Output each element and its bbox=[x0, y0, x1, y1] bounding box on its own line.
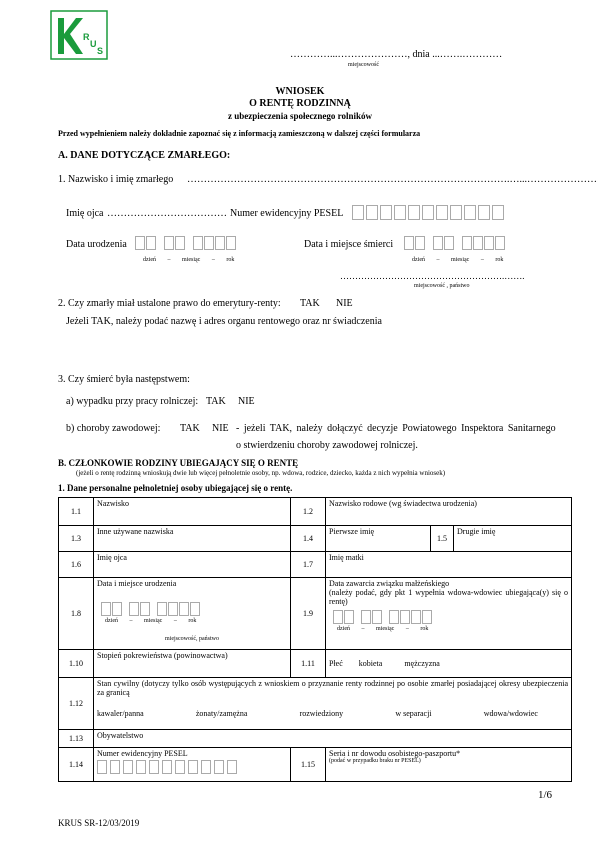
applicant-pesel-label: Numer ewidencyjny PESEL bbox=[97, 749, 188, 758]
q3b-note-2: o stwierdzeniu choroby zawodowej rolniczej. bbox=[236, 440, 418, 451]
civil-status-divorced[interactable]: rozwiedziony bbox=[299, 709, 344, 718]
q2-label: 2. Czy zmarły miał ustalone prawo do emerytury-renty: bbox=[58, 298, 281, 309]
marriage-note: (należy podać, gdy pkt 1 wypełnia wdowa-wdowiec ubiegająca(y) się o rentę) bbox=[329, 588, 568, 606]
father-name-cell-label: Imię ojca bbox=[97, 553, 127, 562]
family-name-cell[interactable] bbox=[326, 498, 572, 526]
q3a-yes-option[interactable]: TAK bbox=[206, 396, 226, 407]
row-number: 1.13 bbox=[59, 730, 94, 748]
id-document-note: (podać w przypadku braku nr PESEL) bbox=[329, 758, 421, 764]
row-number: 1.11 bbox=[291, 650, 326, 678]
birth-place-cell[interactable] bbox=[94, 578, 291, 650]
other-names-cell[interactable] bbox=[94, 526, 291, 552]
death-date-caption: dzień – miesiąc – rok bbox=[412, 257, 504, 263]
family-name-label: Nazwisko rodowe (wg świadectwa urodzenia) bbox=[329, 499, 477, 508]
section-b-subheading: (jeżeli o rentę rodzinną wnioskują dwie lub więcej pełnoletnie osoby, np. wdowa, rodzice, dziecko, każda z nich wypełnia wniosek) bbox=[76, 469, 446, 477]
svg-text:R: R bbox=[83, 32, 90, 42]
q3b-label: b) choroby zawodowej: bbox=[66, 423, 161, 434]
citizenship-cell[interactable] bbox=[94, 730, 572, 748]
row-number: 1.15 bbox=[291, 748, 326, 782]
form-subtitle: z ubezpieczenia społecznego rolników bbox=[227, 111, 373, 121]
form-code: KRUS SR-12/03/2019 bbox=[58, 818, 140, 828]
applicant-place-caption: miejscowość, państwo bbox=[165, 636, 219, 642]
second-name-cell[interactable] bbox=[454, 526, 572, 552]
pesel-label: Numer ewidencyjny PESEL bbox=[230, 208, 344, 219]
marriage-date-boxes[interactable] bbox=[333, 610, 568, 624]
father-name-cell[interactable] bbox=[94, 552, 291, 578]
form-title: WNIOSEK bbox=[275, 86, 325, 97]
q2-no-option[interactable]: NIE bbox=[336, 298, 353, 309]
applicant-data-table bbox=[58, 497, 572, 782]
section-a-heading: A. DANE DOTYCZĄCE ZMARŁEGO: bbox=[58, 150, 231, 161]
row-number: 1.3 bbox=[59, 526, 94, 552]
civil-status-label: Stan cywilny (dotyczy tylko osób występujących z wnioskiem o przyznanie renty rodzinnej po osobie zmarłej posiadającej okresy ubezpieczenia za granicą bbox=[97, 679, 568, 697]
birth-date-label: Data urodzenia bbox=[66, 239, 127, 250]
citizenship-label: Obywatelstwo bbox=[97, 731, 144, 740]
sex-label: Płeć bbox=[329, 659, 343, 668]
place-caption: miejscowość bbox=[348, 62, 379, 68]
birth-place-label: Data i miejsce urodzenia bbox=[97, 579, 177, 588]
relation-label: Stopień pokrewieństwa (powinowactwa) bbox=[97, 651, 228, 660]
id-document-cell[interactable] bbox=[326, 748, 572, 782]
krus-logo bbox=[50, 10, 108, 60]
row-number: 1.4 bbox=[291, 526, 326, 552]
q3-label: 3. Czy śmierć była następstwem: bbox=[58, 374, 190, 385]
second-name-label: Drugie imię bbox=[457, 527, 496, 536]
q3b-no-option[interactable]: NIE bbox=[212, 423, 229, 434]
death-date-label: Data i miejsce śmierci bbox=[304, 239, 394, 250]
page-number: 1/6 bbox=[538, 789, 553, 801]
pesel-boxes[interactable] bbox=[352, 205, 504, 220]
section-b-heading: B. CZŁONKOWIE RODZINY UBIEGAJĄCY SIĘ O RENTĘ bbox=[58, 458, 299, 468]
first-name-label: Pierwsze imię bbox=[329, 527, 375, 536]
birth-date-caption: dzień – miesiąc – rok bbox=[143, 257, 235, 263]
applicant-pesel-cell bbox=[94, 748, 291, 782]
civil-status-cell bbox=[94, 678, 572, 730]
q2-yes-option[interactable]: TAK bbox=[300, 298, 320, 309]
surname-cell[interactable] bbox=[94, 498, 291, 526]
mother-name-cell[interactable] bbox=[326, 552, 572, 578]
row-number: 1.2 bbox=[291, 498, 326, 526]
death-date-boxes[interactable] bbox=[404, 236, 505, 250]
death-place-field[interactable]: ……………………………………………….……. bbox=[340, 271, 525, 281]
place-date-line[interactable]: …………...…………………, dnia ...…….………… bbox=[290, 49, 503, 60]
civil-status-separated[interactable]: w separacji bbox=[395, 709, 432, 718]
row-number: 1.7 bbox=[291, 552, 326, 578]
birth-date-boxes[interactable] bbox=[135, 236, 236, 250]
row-number: 1.9 bbox=[291, 578, 326, 650]
other-names-label: Inne używane nazwiska bbox=[97, 527, 174, 536]
father-name-field[interactable]: ……………………………… bbox=[107, 208, 227, 219]
sex-female-option[interactable]: kobieta bbox=[358, 659, 383, 668]
id-document-label: Seria i nr dowodu osobistego-paszportu* bbox=[329, 749, 461, 758]
applicant-birth-boxes[interactable] bbox=[101, 602, 287, 616]
svg-text:U: U bbox=[90, 39, 97, 49]
q3b-yes-option[interactable]: TAK bbox=[180, 423, 200, 434]
mother-name-label: Imię matki bbox=[329, 553, 364, 562]
relation-cell[interactable] bbox=[94, 650, 291, 678]
q3a-no-option[interactable]: NIE bbox=[238, 396, 255, 407]
row-number: 1.5 bbox=[431, 526, 454, 552]
part1-heading: 1. Dane personalne pełnoletniej osoby ubiegającej się o rentę. bbox=[58, 483, 293, 493]
death-place-caption: miejscowość , państwo bbox=[414, 283, 470, 289]
row-number: 1.12 bbox=[59, 678, 94, 730]
civil-status-widowed[interactable]: wdowa/wdowiec bbox=[483, 709, 538, 718]
sex-male-option[interactable]: mężczyzna bbox=[404, 659, 440, 668]
sex-cell bbox=[326, 650, 572, 678]
marriage-date-cell[interactable] bbox=[326, 578, 572, 650]
civil-status-married[interactable]: żonaty/zamężna bbox=[195, 709, 248, 718]
surname-label: Nazwisko bbox=[97, 499, 129, 508]
form-title-2: O RENTĘ RODZINNĄ bbox=[249, 98, 351, 109]
marriage-date-caption: dzień – miesiąc – rok bbox=[337, 626, 429, 632]
first-name-cell[interactable] bbox=[326, 526, 431, 552]
row-number: 1.6 bbox=[59, 552, 94, 578]
deceased-name-field[interactable]: …………………………………………………………………………………….…...………………… bbox=[187, 174, 597, 185]
applicant-pesel-boxes[interactable] bbox=[97, 760, 287, 774]
row-number: 1.1 bbox=[59, 498, 94, 526]
marriage-date-label: Data zawarcia związku małżeńskiego bbox=[329, 579, 450, 588]
row-number: 1.8 bbox=[59, 578, 94, 650]
civil-status-single[interactable]: kawaler/panna bbox=[97, 709, 144, 718]
q2-note: Jeżeli TAK, należy podać nazwę i adres organu rentowego oraz nr świadczenia bbox=[66, 316, 382, 327]
row-number: 1.14 bbox=[59, 748, 94, 782]
svg-text:S: S bbox=[97, 46, 104, 56]
instruction: Przed wypełnieniem należy dokładnie zapoznać się z informacją zamieszczoną w dalszej części formularza bbox=[58, 129, 421, 138]
father-name-label: Imię ojca bbox=[66, 208, 104, 219]
q3b-note: - jeżeli TAK, należy dołączyć decyzje Powiatowego Inspektora Sanitarnego bbox=[236, 423, 556, 434]
q1-label: 1. Nazwisko i imię zmarłego bbox=[58, 174, 174, 185]
applicant-birth-caption: dzień – miesiąc – rok bbox=[105, 618, 197, 624]
q3a-label: a) wypadku przy pracy rolniczej: bbox=[66, 396, 199, 407]
row-number: 1.10 bbox=[59, 650, 94, 678]
